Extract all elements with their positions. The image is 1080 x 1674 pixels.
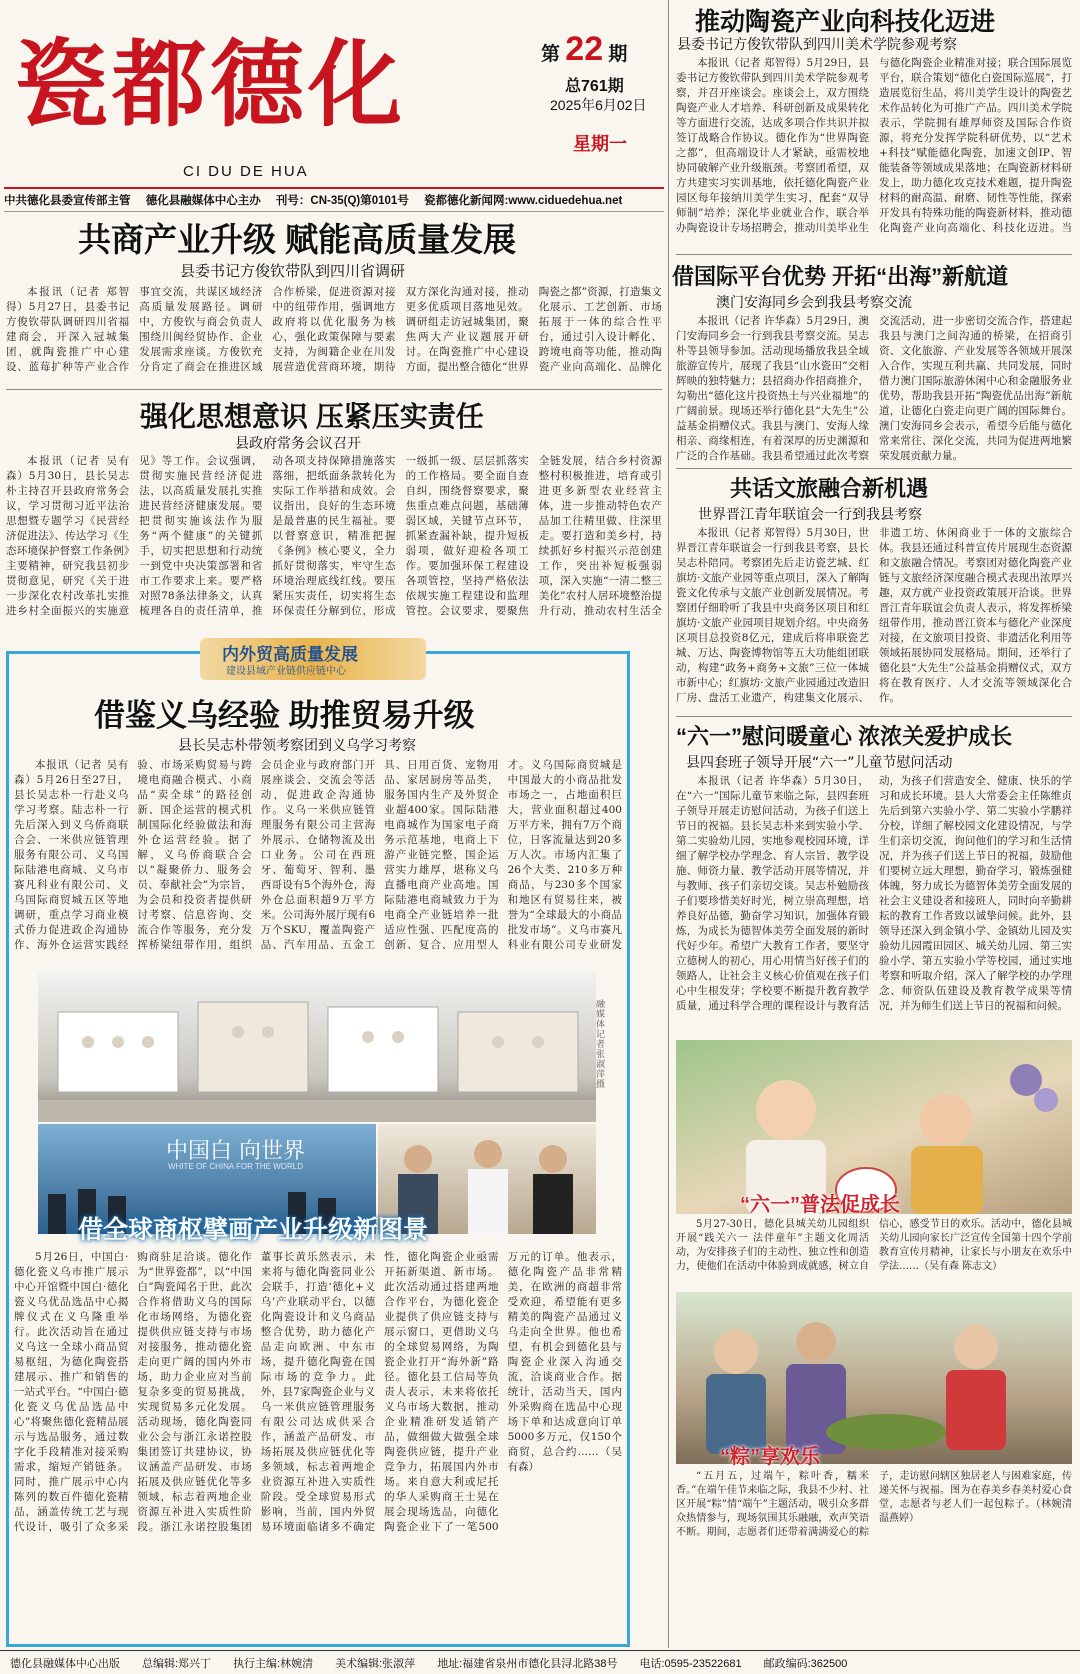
article2-subtitle: 县政府常务会议召开 bbox=[235, 436, 361, 452]
ceremony-banner-english: WHITE OF CHINA FOR THE WORLD bbox=[168, 1162, 303, 1171]
masthead-pinyin: CI DU DE HUA bbox=[183, 163, 309, 180]
masthead-title: 瓷都德化 bbox=[14, 30, 407, 140]
footer-publisher: 德化县融媒体中心出版 bbox=[10, 1657, 120, 1670]
article6-subtitle: 县四套班子领导开展“六一”儿童节慰问活动 bbox=[686, 755, 953, 771]
article5-subtitle: 世界晋江青年联谊会一行到我县考察 bbox=[698, 507, 922, 523]
divider bbox=[676, 254, 1072, 255]
footer-phone: 电话:0595-23522681 bbox=[639, 1657, 742, 1670]
article6-title: “六一”慰问暖童心 浓浓关爱护成长 bbox=[676, 724, 1013, 749]
issue-number-value: 22 bbox=[565, 30, 604, 68]
article5-body: 本报讯（记者 郑智得）5月30日，世界晋江青年联谊会一行到我县考察，县长吴志朴陪同。考察团先后走访瓷艺城、红旗坊·文旅产业园等重点项目，深入了解陶瓷文化传承与文旅产业创新发展情况。考察团仔细聆听了我县中央商务区项目和红旗坊·文旅产业园项目规划介绍。中央商务区项目总投资8亿元，建成后将串联瓷艺城、万达、陶瓷博物馆等五大功能组团联动，构建“政务+商务+文旅”三位一体城市新中心；红旗坊·文旅产业园通过改造旧厂房、盘活工业遗产，构建集文化展示、非遗工坊、休闲商业于一体的文旅综合体。我县还通过科普宣传片展现生态资源和文旅融合情况。考察团对德化陶瓷产业链与文旅经济深度融合模式表现出浓厚兴趣，双方就产业投资政策展开洽谈。世界晋江青年联谊会负责人表示，将发挥桥梁纽带作用，推动晋江资本与德化产业深度对接，在文旅项目投资、非遗活化利用等领域拓展协同发展格局。期间，还举行了德化县“大先生”公益基金捐赠仪式，双方将在教育医疗、人才交流等领域深化合作。 bbox=[676, 527, 1072, 704]
article1-subtitle: 县委书记方俊钦带队到四川省调研 bbox=[180, 262, 406, 280]
article1-body: 本报讯（记者 郑智得）5月27日，县委书记方俊钦带队调研四川省福建商会，开深入冠城集团，就陶瓷推广中心建设、蓝莓扩种等产业合作事宜交流，共谋区域经济高质量发展路径。调研中，方俊钦与商会负责人围绕川闽经贸协作、企业发展需求座谈。方俊钦充分肯定了商会在推进区域合作桥梁，促进资源对接中的纽带作用，强调地方政府将以优化服务为核心，强化政策保障与要素支持，为闽籍企业在川发展营造优营商环境，期待双方深化沟通对接，推动更多优质项目落地见效。调研组走访冠城集团，聚焦两大产业议题展开研讨。在陶瓷推广中心建设方面，提出整合德化“世界陶瓷之都”资源，打造集文化展示、工艺创新、市场拓展于一体的综合性平台，通过引入设计孵化、跨境电商等功能，推动陶瓷产业向高端化、品牌化 bbox=[6, 286, 662, 373]
article3-body: 本报讯（记者 郑智得）5月29日，县委书记方俊钦带队到四川美术学院参观考察，并召开座谈会。座谈会上，双方围绕陶瓷产业人才培养、科研创新及成果转化等方面进行交流，达成多项合作共识并拟签订战略合作协议。德化作为“世界陶瓷之都”，但高端设计人才紧缺，亟需校地协同破解产业升级瓶颈。考察团希望，双方共建实习实训基地，依托德化陶瓷产业园区每年接纳川美学生实习，配套“双导师制”培养；深化毕业就业合作，联合举办陶瓷设计专场招聘会，推动川美毕业生与德化陶瓷企业精准对接；联合国际展览平台，联合策划“德化白瓷国际巡展”，打造展览衍生品，将川美学生设计的陶瓷艺术作品转化为可推广产品。四川美术学院表示，学院拥有雄厚师资及国际合作资源，将充分发挥学院科研优势，以“艺术+科技”赋能德化陶瓷，加速文创IP、智能装备等领域成果落地；在陶瓷新材料研发上，助力德化攻克技术难题，提升陶瓷材料的耐高温、耐磨、韧性等性能，探索开发具有特殊功能的陶瓷新材料，推动德化陶瓷产业向高端化、科技化迈进。当 bbox=[676, 57, 1072, 234]
article7-body: 本报讯（记者 吴有森）5月26日至27日，县长吴志朴一行赴义乌学习考察。陆志朴一行先后深入到义乌侨商联合会、一米供应链管理服务有限公司、义乌国际陆港电商城、义乌市赛凡科业有限公司、义乌国际商贸城五区等地调研，重点学习商业模式侨力促进政企沟通协作、海外仓运营实践经验、市场采购贸易与跨境电商融合模式、小商品“卖全球”的路径创新、国企运营的模式机制国际化经验做法和海外仓运营经验。据了解，义乌侨商联合会以“凝聚侨力、服务会员、奉献社会”为宗旨，为会员和投资者提供研讨考察、信息咨询、交流合作等服务，充分发挥桥梁纽带作用，组织会员企业与政府部门开展座谈会、交流会等活动，促进政企沟通协作。义乌一米供应链管理服务有限公司主营海外展示、仓储物流及出口业务。公司在西班牙、葡萄牙、智利、墨西哥设有5个海外仓，海外仓总面积超9万平方米。公司海外展厅现有6万个SKU，覆盖陶瓷产品、汽车用品、五金工具、日用百货、宠物用品、家居厨房等品类，服务国内生产及外贸企业超400家。国际陆港电商城作为国家电子商务示范基地，电商上下游产业链完整，国企运营实力雄厚，堪称义乌直播电商产业高地。国际陆港电商城致力于为电商全产业链培养一批适应性强、匹配度高的创新、复合、应用型人才。义乌国际商贸城是中国最大的小商品批发市场之一，占地面积巨大，营业面积超过400万平方米，拥有7万个商位，日客流量达到20多万人次。市场内汇集了26个大类、210多万种商品，与230多个国家和地区有贸易往来，被誉为“全球最大的小商品批发市场”。义乌市赛凡科业有限公司专业研发 bbox=[14, 759, 622, 951]
article3-subtitle: 县委书记方俊钦带队到四川美术学院参观考察 bbox=[677, 37, 957, 53]
article4-body: 本报讯（记者 许华森）5月29日，澳门安海同乡会一行到我县考察交流。吴志朴等县领导参加。活动现场播放我县全域旅游宣传片，展现了我县“山水瓷田”交相辉映的独特魅力；县招商办作招商推介，勾勒出“德化这片投资热土与兴业福地”的广阔前景。现场还举行德化县“大先生”公益基金捐赠仪式。我县与澳门、安海人缘相亲、商缘相连，有着深厚的历史渊源和广泛的合作基础。我县希望通过此次考察交流活动，进一步密切交流合作，搭建起我县与澳门之间沟通的桥梁，在招商引资、文化旅游、产业发展等各领域开展深入合作，实现互利共赢、共同发展，同时借力澳门国际旅游休闲中心和金融服务业优势，帮助我县开拓“陶瓷优品出海”新航道，让德化白瓷走向更广阔的国际舞台。澳门安海同乡会表示，希望今后能与德化常来常往、深化交流，共同为促进两地繁荣发展贡献力量。 bbox=[676, 315, 1072, 462]
divider bbox=[676, 716, 1072, 717]
issue-suffix: 期 bbox=[608, 44, 628, 65]
article7-title: 借鉴义乌经验 助推贸易升级 bbox=[94, 698, 475, 733]
divider bbox=[676, 468, 1072, 469]
photo-feature-title: 借全球商枢擘画产业升级新图景 bbox=[78, 1216, 429, 1244]
footer-editor-in-chief: 总编辑:郑兴丁 bbox=[142, 1657, 212, 1670]
exhibition-hall-photo bbox=[38, 972, 596, 1122]
info-sponsor: 中共德化县委宣传部主管 bbox=[4, 195, 131, 207]
total-issue: 总761期 bbox=[565, 78, 624, 95]
footer bbox=[0, 1650, 1080, 1674]
info-issn: 刊号：CN-35(Q)第0101号 bbox=[275, 195, 409, 207]
article1-title: 共商产业升级 赋能高质量发展 bbox=[78, 221, 517, 258]
footer-postcode: 邮政编码:362500 bbox=[763, 1657, 848, 1670]
photo2-caption: “五月五，过端午，粽叶香，糯米香。”在端午佳节来临之际，我县不少村、社区开展“粽”情“端午”主题活动，吸引众多群众热情参与，现场氛围其乐融融，欢声笑语不断。期间，志愿者们还带着满满爱心的粽子，走访慰问辖区独居老人与困难家庭，传递关怀与祝福。图为在春美乡春美村爱心食堂，志愿者与老人们一起包粽子。（林婉清 温燕婷） bbox=[676, 1471, 1072, 1538]
article4-subtitle: 澳门安海同乡会到我县考察交流 bbox=[716, 295, 912, 311]
photo-feature-body: 5月26日，中国白·德化瓷义乌市推广展示中心开馆暨中国白·德化瓷义乌优品选品中心揭牌仪式在义乌隆重举行。此次活动旨在通过义乌这一全球小商品贸易枢纽，为德化陶瓷搭建展示、推广和销售的一站式平台。“中国白·德化瓷义乌优品选品中心”将聚焦德化瓷精品展示与选品服务，通过数字化手段精准对接采购需求，缩短产销链条。同时，推广展示中心内陈列的数百件德化瓷精品，涵盖传统工艺与现代设计，吸引了众多采购商驻足洽谈。德化作为“世界瓷都”，以“中国白”陶瓷闻名于世，此次合作将借助义乌的国际化市场网络，为德化瓷提供供应链支持与市场对接服务，推动德化瓷走向更广阔的国内外市场，助力企业应对当前复杂多变的贸易挑战，实现贸易多元化发展。活动现场，德化陶瓷同业公会与浙江永诺控股集团签订共建协议，协议涵盖产品研发、市场拓展及供应链优化等多领域，标志着两地企业资源互补进入实质性阶段。浙江永诺控股集团董事长黄乐然表示，未来将与德化陶瓷同业公会联手，打造‘德化+义乌’产业联动平台，以德化陶瓷设计和义乌商品整合优势，助力德化产品走向欧洲、中东市场，提升德化陶瓷在国际市场的竞争力。此外，县7家陶瓷企业与义乌一米供应链管理服务有限公司达成供采合作，涵盖产品研发、市场拓展及供应链优化等多领域，标志着两地企业资源互补进入实质性阶段。受全球贸易形式影响，当前，国内外贸易环境面临诸多不确定性，德化陶瓷企业亟需开拓新渠道、新市场。此次活动通过搭建两地合作平台，为德化瓷企业提供了供应链支持与展示窗口，更借助义乌的全球贸易网络，为陶瓷企业打开“海外新”路径。德化县工信局等负责人表示，未来将依托义乌市场大数据，推动企业精准研发适销产品，做细做大做强全球陶瓷供应链，提升产业竞争力，拓展国内外市场。来自意大利或尼托的华人采购商王士晃在展会现场选品，向德化陶瓷企业下了一笔500万元的订单。他表示，德化陶瓷产品非常精美，在欧洲的商超非常受欢迎，希望能有更多精美的陶瓷产品通过义乌走向全世界。他也希望，有机会到德化县与陶瓷企业深入沟通交流，洽谈商业合作。据统计，活动当天，国内外采购商在选品中心现场下单和达成意向订单5000多万元，仅150个商贸，总合约……（吴有森） bbox=[14, 1251, 622, 1533]
article6-body: 本报讯（记者 许华森）5月30日，在“六一”国际儿童节来临之际，县四套班子领导开展走访慰问活动，为孩子们送上节日的祝福。县长吴志朴来到实验小学、第二实验幼儿园，实地参观校园环境，详细了解学校办学理念、育人宗旨、教学设施、师资力量、教学活动开展等情况，并与教师、孩子们亲切交谈。吴志朴勉励孩子们要珍惜美好时光，树立崇高理想，培养良好品德，勤奋学习知识，加强体育锻炼，为成长为德智体美劳全面发展的新时代好少年。希望广大教育工作者，要坚守立德树人的初心，用心用情当好孩子们的领路人，让社会主义核心价值观在孩子们心中生根发芽；学校要不断提升教育教学质量，通过科学合理的课程设计与教育活动，为孩子们营造安全、健康、快乐的学习和成长环境。县人大常委会主任陈维贞先后到第六实验小学、第二实验小学鹏祥分校，详细了解校园文化建设情况，与学生们亲切交流，询问他们的学习和生活情况，并为孩子们送上节日的祝福，鼓励他们要树立远大理想，勤奋学习，锻炼强健体魄，努力成长为德智体美劳全面发展的社会主义建设者和接班人，同时向辛勤耕耘的教育工作者致以诚挚问候。此外，县领导还深入到金镇小学、金镇幼儿园及实验幼儿园霞田园区、城关幼儿园、第三实验小学、第五实验小学等校园，通过实地考察和听取介绍，深入了解学校的办学理念、师资队伍建设及教育教学成果等情况，并为师生们送上节日的祝福和问候。 bbox=[676, 775, 1072, 1012]
feature-section-sub: 建设县域产业链供应链中心 bbox=[226, 666, 346, 677]
ceremony-banner-text: 中国白 向世界 bbox=[166, 1139, 305, 1164]
column-divider bbox=[668, 0, 669, 1648]
zongzi-illustration bbox=[676, 1292, 1072, 1464]
article7-subtitle: 县长吴志朴带领考察团到义乌学习考察 bbox=[178, 738, 416, 754]
divider bbox=[6, 389, 662, 390]
article2-body: 本报讯（记者 吴有森）5月30日，县长吴志朴主持召开县政府常务会议，学习贯彻习近平法治思想暨专题学习《民营经济促进法》、传达学习《生态环境保护督察工作条例》主要精神，研究我县初步贯彻意见，研究《关于进一步深化农村改革扎实推进乡村全面振兴的实施意见》等工作。会议强调，贯彻实施民营经济促进法，以高质量发展扎实推进民营经济健康发展。要把贯彻实施该法作为服务“两个健康”的关键抓手，切实把思想和行动统一到党中央决策部署和省市工作要求上来。要严格对照78条法律条文，认真梳理各自的责任清单，推动各项支持保障措施落实落细，把纸面条款转化为实际工作举措和成效。会议指出，良好的生态环境是最普惠的民生福祉。要以督察意识，精准把握《条例》核心要义，全力抓好贯彻落实，牢守生态环境治理底线红线。要压紧压实责任，切实将生态环保责任分解到位，形成一级抓一级、层层抓落实的工作格局。要全面自查自纠，围绕督察要求，聚焦重点难点问题，基础薄弱区域，关键节点环节，抓紧查漏补缺，提升短板弱项，做好迎检各项工作。要加强环保工程建设各项管控，坚持严格依法依规实施工程建设和监理管控。会议要求，要聚焦全链发展，结合乡村资源整村积极推进，培育或引进更多新型农业经营主体，进一步推动特色农产品加工往精里做、往深里走。要打造和美乡村，持续抓好乡村振兴示范创建工作，突出补短板强弱项，深入实施“一清二整三美化”农村人居环境整治提升行动，推动农村生活全 bbox=[6, 455, 662, 617]
info-website[interactable]: 瓷都德化新闻网:www.ciduedehua.net bbox=[424, 195, 623, 207]
photo2-title: “粽”享欢乐 bbox=[720, 1446, 820, 1468]
feature-section-label: 内外贸高质量发展 bbox=[222, 645, 358, 664]
photo-credit: 融媒体记者 张淑萍 摄 bbox=[596, 1000, 606, 1090]
article2-title: 强化思想意识 压紧压实责任 bbox=[140, 401, 484, 432]
footer-address: 地址:福建省泉州市德化县浔北路38号 bbox=[437, 1657, 618, 1670]
footer-art-editor: 美术编辑:张淑萍 bbox=[335, 1657, 416, 1670]
issue-number bbox=[541, 30, 627, 69]
photo1-title: “六一”普法促成长 bbox=[740, 1194, 900, 1216]
footer-executive-editor: 执行主编:林婉清 bbox=[233, 1657, 314, 1670]
article3-title: 推动陶瓷产业向科技化迈进 bbox=[695, 8, 996, 36]
info-publisher: 德化县融媒体中心主办 bbox=[145, 195, 261, 207]
photo1-caption: 5月27-30日，德化县城关幼儿园组织开展“践关六一 法伴童年”主题文化周活动，为安排孩子们的主动性、独立性和创造力，使他们在活动中体验到成就感，树立自信心，感受节日的欢乐。活动中，德化县城关幼儿园向家长广泛宣传全国第十四个学前教育宣传月精神，让家长与小朋友在欢乐中学法……（吴有森 陈志文） bbox=[676, 1219, 1072, 1272]
exhibition-shelves-illustration bbox=[38, 972, 596, 1122]
zongzi-making-photo bbox=[676, 1292, 1072, 1464]
article4-title: 借国际平台优势 开拓“出海”新航道 bbox=[672, 264, 1009, 289]
masthead-info-bar bbox=[4, 187, 664, 212]
issue-date: 2025年6月02日 bbox=[550, 97, 647, 113]
article5-title: 共话文旅融合新机遇 bbox=[730, 476, 929, 501]
issue-prefix: 第 bbox=[541, 44, 561, 65]
issue-weekday: 星期一 bbox=[573, 134, 627, 154]
